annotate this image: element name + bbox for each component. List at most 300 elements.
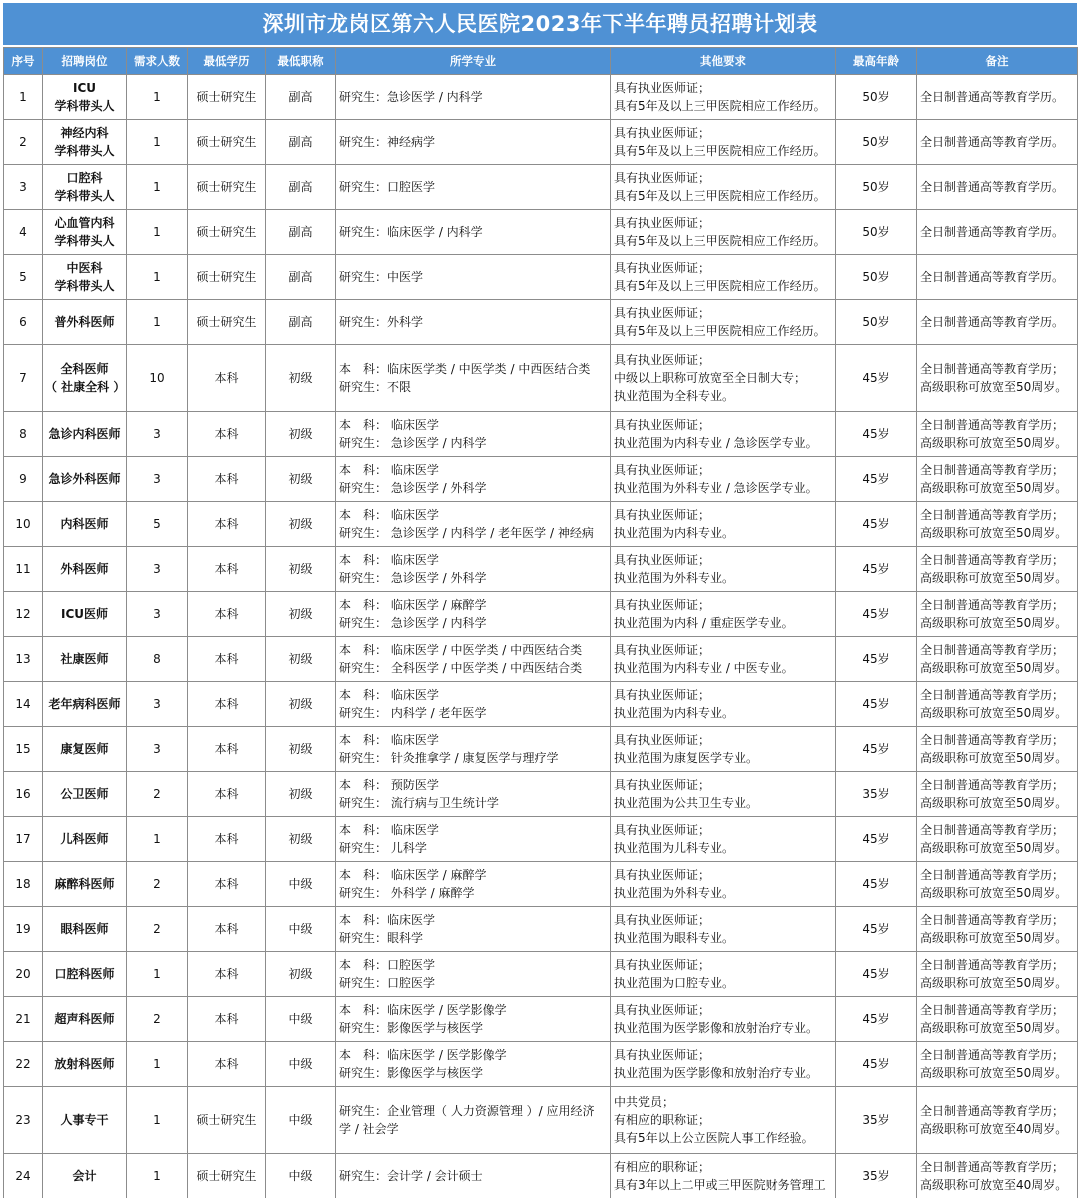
row-requirements-line: 执业范围为全科专业。 (614, 389, 735, 403)
row-requirements-line: 具有执业医师证； (614, 688, 711, 702)
row-note (917, 345, 1078, 412)
row-no: 22 (4, 1042, 43, 1087)
row-note-line: 全日制普通高等教育学历； (920, 913, 1065, 927)
row-count: 2 (127, 997, 188, 1042)
row-no: 24 (4, 1154, 43, 1198)
row-post (43, 255, 127, 300)
row-note-line: 高级职称可放宽至40周岁。 (920, 1122, 1068, 1136)
table-row (4, 75, 1078, 120)
row-major-line: 本 科： 临床医学 (339, 463, 439, 477)
row-requirements-line: 中级以上职称可放宽至全日制大专； (614, 371, 807, 385)
row-note-line: 高级职称可放宽至50周岁。 (920, 571, 1068, 585)
row-major (336, 997, 611, 1042)
row-no: 5 (4, 255, 43, 300)
table-row (4, 1154, 1078, 1198)
row-title: 副高 (266, 255, 336, 300)
row-max-age: 45岁 (836, 547, 917, 592)
row-requirements-line: 具有执业医师证； (614, 306, 711, 320)
row-max-age: 45岁 (836, 592, 917, 637)
row-post-line: 放射科医师 (54, 1057, 115, 1071)
row-count: 1 (127, 1087, 188, 1154)
row-note-line: 全日制普通高等教育学历； (920, 823, 1065, 837)
row-post-line: 学科带头人 (54, 189, 115, 203)
row-max-age: 45岁 (836, 457, 917, 502)
row-no: 17 (4, 817, 43, 862)
row-post-line: 心血管内科 (54, 216, 115, 230)
header-title: 最低职称 (266, 48, 336, 75)
row-major-line: 研究生： 流行病与卫生统计学 (339, 796, 499, 810)
row-education: 本科 (188, 907, 266, 952)
row-requirements-line: 执业范围为公共卫生专业。 (614, 796, 759, 810)
row-post (43, 345, 127, 412)
row-note-line: 高级职称可放宽至50周岁。 (920, 706, 1068, 720)
table-header-row (4, 48, 1078, 75)
row-major-line: 本 科：临床医学 (339, 913, 436, 927)
row-post-line: 眼科医师 (60, 922, 109, 936)
row-title: 中级 (266, 907, 336, 952)
row-requirements-line: 有相应的职称证； (614, 1113, 711, 1127)
row-note (917, 592, 1078, 637)
row-major-line: 研究生：神经病学 (339, 135, 436, 149)
row-major-line: 本 科： 临床医学 (339, 553, 439, 567)
row-major-line: 本 科： 临床医学 (339, 823, 439, 837)
row-requirements (611, 547, 836, 592)
row-count: 5 (127, 502, 188, 547)
row-max-age: 50岁 (836, 210, 917, 255)
table-row (4, 1087, 1078, 1154)
row-requirements (611, 345, 836, 412)
row-requirements-line: 具有执业医师证； (614, 913, 711, 927)
row-major-line: 本 科： 临床医学 (339, 688, 439, 702)
row-post-line: 人事专干 (60, 1113, 109, 1127)
row-major-line: 研究生：影像医学与核医学 (339, 1066, 484, 1080)
row-no: 10 (4, 502, 43, 547)
row-major (336, 1087, 611, 1154)
row-max-age: 45岁 (836, 817, 917, 862)
row-count: 3 (127, 727, 188, 772)
row-requirements-line: 具有执业医师证； (614, 261, 711, 275)
row-note-line: 全日制普通高等教育学历。 (920, 135, 1065, 149)
row-major (336, 457, 611, 502)
row-max-age: 35岁 (836, 1087, 917, 1154)
row-title: 中级 (266, 1154, 336, 1198)
row-major-line: 研究生： 急诊医学 / 内科学 (339, 436, 487, 450)
row-title: 副高 (266, 75, 336, 120)
row-post-line: 学科带头人 (54, 99, 115, 113)
row-requirements (611, 997, 836, 1042)
row-count: 1 (127, 255, 188, 300)
row-major-line: 研究生：影像医学与核医学 (339, 1021, 484, 1035)
header-count: 需求人数 (127, 48, 188, 75)
table-row (4, 547, 1078, 592)
row-major (336, 300, 611, 345)
row-count: 8 (127, 637, 188, 682)
row-note (917, 457, 1078, 502)
row-major (336, 907, 611, 952)
row-note (917, 1154, 1078, 1198)
table-row (4, 952, 1078, 997)
row-requirements-line: 执业范围为内科专业。 (614, 526, 735, 540)
row-education: 本科 (188, 345, 266, 412)
row-post-line: 超声科医师 (54, 1012, 115, 1026)
row-major (336, 592, 611, 637)
row-requirements-line: 中共党员； (614, 1095, 675, 1109)
row-post (43, 1087, 127, 1154)
row-requirements (611, 592, 836, 637)
header-major: 所学专业 (336, 48, 611, 75)
row-post-line: 普外科医师 (54, 315, 115, 329)
row-requirements-line: 具有5年及以上三甲医院相应工作经历。 (614, 99, 826, 113)
table-row (4, 727, 1078, 772)
row-note (917, 255, 1078, 300)
row-title: 初级 (266, 817, 336, 862)
row-education: 本科 (188, 637, 266, 682)
row-major-line: 研究生：外科学 (339, 315, 424, 329)
row-note (917, 300, 1078, 345)
row-count: 1 (127, 817, 188, 862)
row-major-line: 研究生：会计学 / 会计硕士 (339, 1169, 483, 1183)
row-note (917, 682, 1078, 727)
row-major-line: 本 科：口腔医学 (339, 958, 436, 972)
row-note-line: 高级职称可放宽至50周岁。 (920, 796, 1068, 810)
row-education: 本科 (188, 1042, 266, 1087)
row-max-age: 50岁 (836, 165, 917, 210)
row-note (917, 1087, 1078, 1154)
row-requirements (611, 210, 836, 255)
row-education: 硕士研究生 (188, 120, 266, 165)
row-note-line: 全日制普通高等教育学历； (920, 553, 1065, 567)
row-major (336, 1042, 611, 1087)
row-post-line: 口腔科医师 (54, 967, 115, 981)
row-post-line: 公卫医师 (60, 787, 109, 801)
row-major (336, 210, 611, 255)
header-post: 招聘岗位 (43, 48, 127, 75)
row-education: 硕士研究生 (188, 1087, 266, 1154)
row-education: 硕士研究生 (188, 1154, 266, 1198)
row-requirements-line: 具有执业医师证； (614, 216, 711, 230)
row-note (917, 637, 1078, 682)
row-no: 19 (4, 907, 43, 952)
row-title: 中级 (266, 862, 336, 907)
row-post-line: 急诊外科医师 (48, 472, 121, 486)
row-education: 硕士研究生 (188, 75, 266, 120)
row-note-line: 高级职称可放宽至40周岁。 (920, 1178, 1068, 1192)
row-note-line: 全日制普通高等教育学历。 (920, 270, 1065, 284)
row-post (43, 817, 127, 862)
row-post-line: 儿科医师 (60, 832, 109, 846)
row-major (336, 255, 611, 300)
header-max-age: 最高年龄 (836, 48, 917, 75)
header-education: 最低学历 (188, 48, 266, 75)
table-row (4, 682, 1078, 727)
row-note-line: 全日制普通高等教育学历； (920, 643, 1065, 657)
row-major (336, 547, 611, 592)
table-row (4, 165, 1078, 210)
row-max-age: 45岁 (836, 412, 917, 457)
row-note-line: 高级职称可放宽至50周岁。 (920, 380, 1068, 394)
row-requirements (611, 1154, 836, 1198)
row-count: 3 (127, 412, 188, 457)
row-requirements (611, 502, 836, 547)
row-max-age: 35岁 (836, 772, 917, 817)
row-title: 初级 (266, 682, 336, 727)
row-post (43, 412, 127, 457)
row-post (43, 120, 127, 165)
row-note-line: 高级职称可放宽至50周岁。 (920, 841, 1068, 855)
row-count: 1 (127, 165, 188, 210)
row-major-line: 研究生： 儿科学 (339, 841, 427, 855)
row-education: 本科 (188, 682, 266, 727)
row-post-line: 学科带头人 (54, 144, 115, 158)
row-requirements (611, 1087, 836, 1154)
row-major-line: 本 科： 预防医学 (339, 778, 439, 792)
row-major (336, 1154, 611, 1198)
row-post-line: 急诊内科医师 (48, 427, 121, 441)
row-max-age: 45岁 (836, 727, 917, 772)
row-post (43, 547, 127, 592)
row-requirements (611, 412, 836, 457)
row-requirements-line: 执业范围为外科专业。 (614, 571, 735, 585)
row-major-line: 研究生： 全科医学 / 中医学类 / 中西医结合类 (339, 661, 583, 675)
row-requirements (611, 637, 836, 682)
row-major-line: 研究生：口腔医学 (339, 976, 436, 990)
row-major-line: 本 科：临床医学 / 医学影像学 (339, 1003, 507, 1017)
row-count: 3 (127, 682, 188, 727)
table-row (4, 300, 1078, 345)
row-requirements (611, 817, 836, 862)
table-row (4, 345, 1078, 412)
row-post-line: 中医科 (66, 261, 103, 275)
row-no: 15 (4, 727, 43, 772)
row-no: 23 (4, 1087, 43, 1154)
row-post (43, 75, 127, 120)
row-education: 本科 (188, 862, 266, 907)
row-requirements-line: 执业范围为内科 / 重症医学专业。 (614, 616, 794, 630)
row-title: 中级 (266, 997, 336, 1042)
row-requirements-line: 执业范围为外科专业。 (614, 886, 735, 900)
recruitment-table (3, 47, 1078, 1198)
row-post (43, 210, 127, 255)
row-no: 6 (4, 300, 43, 345)
row-requirements-line: 具有3年以上二甲或三甲医院财务管理工 (614, 1178, 826, 1192)
row-requirements (611, 952, 836, 997)
row-title: 中级 (266, 1042, 336, 1087)
row-requirements (611, 75, 836, 120)
row-major-line: 研究生：不限 (339, 380, 412, 394)
row-requirements (611, 862, 836, 907)
row-requirements (611, 300, 836, 345)
row-requirements-line: 执业范围为医学影像和放射治疗专业。 (614, 1066, 819, 1080)
table-row (4, 772, 1078, 817)
row-education: 本科 (188, 412, 266, 457)
row-education: 本科 (188, 457, 266, 502)
table-row (4, 1042, 1078, 1087)
row-post (43, 952, 127, 997)
row-note (917, 210, 1078, 255)
row-title: 初级 (266, 592, 336, 637)
row-no: 9 (4, 457, 43, 502)
row-post-line: 麻醉科医师 (54, 877, 115, 891)
row-count: 1 (127, 952, 188, 997)
row-post (43, 1154, 127, 1198)
row-title: 初级 (266, 457, 336, 502)
row-title: 中级 (266, 1087, 336, 1154)
row-title: 副高 (266, 120, 336, 165)
row-education: 本科 (188, 772, 266, 817)
row-post-line: 学科带头人 (54, 279, 115, 293)
table-row (4, 637, 1078, 682)
row-requirements-line: 执业范围为康复医学专业。 (614, 751, 759, 765)
row-post (43, 637, 127, 682)
row-note-line: 全日制普通高等教育学历； (920, 598, 1065, 612)
row-count: 3 (127, 592, 188, 637)
row-count: 3 (127, 457, 188, 502)
header-no: 序号 (4, 48, 43, 75)
row-requirements-line: 具有执业医师证； (614, 171, 711, 185)
row-post-line: （ 社康全科 ） (45, 380, 126, 394)
row-education: 本科 (188, 502, 266, 547)
row-requirements-line: 具有执业医师证； (614, 353, 711, 367)
row-requirements-line: 具有执业医师证； (614, 1003, 711, 1017)
page-title: 深圳市龙岗区第六人民医院2023年下半年聘员招聘计划表 (3, 3, 1077, 45)
row-major (336, 165, 611, 210)
row-post (43, 165, 127, 210)
row-post-line: 全科医师 (60, 362, 109, 376)
row-count: 1 (127, 1042, 188, 1087)
row-requirements-line: 具有执业医师证； (614, 823, 711, 837)
table-row (4, 907, 1078, 952)
row-note-line: 高级职称可放宽至50周岁。 (920, 931, 1068, 945)
row-requirements (611, 727, 836, 772)
row-no: 11 (4, 547, 43, 592)
row-note (917, 862, 1078, 907)
row-major-line: 研究生： 内科学 / 老年医学 (339, 706, 487, 720)
row-note-line: 全日制普通高等教育学历。 (920, 315, 1065, 329)
row-major (336, 637, 611, 682)
row-max-age: 45岁 (836, 952, 917, 997)
row-max-age: 35岁 (836, 1154, 917, 1198)
row-education: 硕士研究生 (188, 300, 266, 345)
row-title: 初级 (266, 952, 336, 997)
row-requirements-line: 具有执业医师证； (614, 126, 711, 140)
row-no: 7 (4, 345, 43, 412)
row-major (336, 817, 611, 862)
row-no: 14 (4, 682, 43, 727)
row-note-line: 高级职称可放宽至50周岁。 (920, 1066, 1068, 1080)
row-note-line: 全日制普通高等教育学历。 (920, 180, 1065, 194)
row-no: 20 (4, 952, 43, 997)
row-count: 2 (127, 772, 188, 817)
row-title: 副高 (266, 300, 336, 345)
row-count: 10 (127, 345, 188, 412)
row-requirements (611, 165, 836, 210)
row-note-line: 高级职称可放宽至50周岁。 (920, 481, 1068, 495)
row-post-line: 康复医师 (60, 742, 109, 756)
row-requirements-line: 执业范围为医学影像和放射治疗专业。 (614, 1021, 819, 1035)
row-requirements (611, 682, 836, 727)
row-note-line: 高级职称可放宽至50周岁。 (920, 1021, 1068, 1035)
row-major (336, 952, 611, 997)
row-note-line: 全日制普通高等教育学历； (920, 1104, 1065, 1118)
row-requirements-line: 具有5年及以上三甲医院相应工作经历。 (614, 324, 826, 338)
row-major-line: 本 科： 临床医学 / 麻醉学 (339, 598, 487, 612)
row-note (917, 165, 1078, 210)
row-requirements-line: 具有5年及以上三甲医院相应工作经历。 (614, 279, 826, 293)
row-max-age: 50岁 (836, 255, 917, 300)
row-major-line: 研究生： 急诊医学 / 外科学 (339, 481, 487, 495)
table-row (4, 592, 1078, 637)
row-requirements-line: 有相应的职称证； (614, 1160, 711, 1174)
row-requirements-line: 具有执业医师证； (614, 1048, 711, 1062)
row-major-line: 本 科： 临床医学 (339, 733, 439, 747)
row-major-line: 研究生：口腔医学 (339, 180, 436, 194)
row-count: 1 (127, 210, 188, 255)
row-requirements-line: 具有5年及以上三甲医院相应工作经历。 (614, 144, 826, 158)
row-requirements (611, 255, 836, 300)
row-title: 初级 (266, 345, 336, 412)
row-count: 3 (127, 547, 188, 592)
row-note (917, 1042, 1078, 1087)
row-title: 副高 (266, 165, 336, 210)
row-max-age: 45岁 (836, 345, 917, 412)
row-note-line: 全日制普通高等教育学历； (920, 362, 1065, 376)
row-no: 21 (4, 997, 43, 1042)
row-title: 副高 (266, 210, 336, 255)
row-post (43, 300, 127, 345)
row-max-age: 45岁 (836, 862, 917, 907)
row-post (43, 592, 127, 637)
row-requirements (611, 120, 836, 165)
row-post-line: 会计 (72, 1169, 97, 1183)
row-requirements (611, 1042, 836, 1087)
row-note-line: 高级职称可放宽至50周岁。 (920, 886, 1068, 900)
row-requirements-line: 执业范围为儿科专业。 (614, 841, 735, 855)
row-post (43, 862, 127, 907)
row-requirements (611, 457, 836, 502)
row-requirements-line: 具有执业医师证； (614, 958, 711, 972)
row-major-line: 研究生： 急诊医学 / 外科学 (339, 571, 487, 585)
row-note-line: 全日制普通高等教育学历； (920, 1048, 1065, 1062)
row-count: 2 (127, 907, 188, 952)
row-note-line: 全日制普通高等教育学历； (920, 463, 1065, 477)
row-note (917, 727, 1078, 772)
row-major (336, 120, 611, 165)
row-title: 初级 (266, 772, 336, 817)
row-note (917, 502, 1078, 547)
row-major-line: 研究生： 针灸推拿学 / 康复医学与理疗学 (339, 751, 559, 765)
row-requirements-line: 执业范围为内科专业。 (614, 706, 735, 720)
row-no: 3 (4, 165, 43, 210)
row-requirements-line: 具有执业医师证； (614, 553, 711, 567)
row-requirements-line: 具有执业医师证； (614, 733, 711, 747)
table-row (4, 120, 1078, 165)
row-note-line: 全日制普通高等教育学历； (920, 1003, 1065, 1017)
row-title: 初级 (266, 727, 336, 772)
row-requirements-line: 执业范围为外科专业 / 急诊医学专业。 (614, 481, 818, 495)
row-major-line: 研究生： 急诊医学 / 内科学 (339, 616, 487, 630)
table-row (4, 862, 1078, 907)
row-count: 1 (127, 1154, 188, 1198)
row-post-line: 学科带头人 (54, 234, 115, 248)
row-major (336, 412, 611, 457)
row-count: 1 (127, 300, 188, 345)
row-title: 初级 (266, 547, 336, 592)
row-count: 1 (127, 120, 188, 165)
row-note (917, 547, 1078, 592)
row-major-line: 本 科： 临床医学 (339, 508, 439, 522)
row-note-line: 全日制普通高等教育学历； (920, 958, 1065, 972)
row-max-age: 45岁 (836, 1042, 917, 1087)
